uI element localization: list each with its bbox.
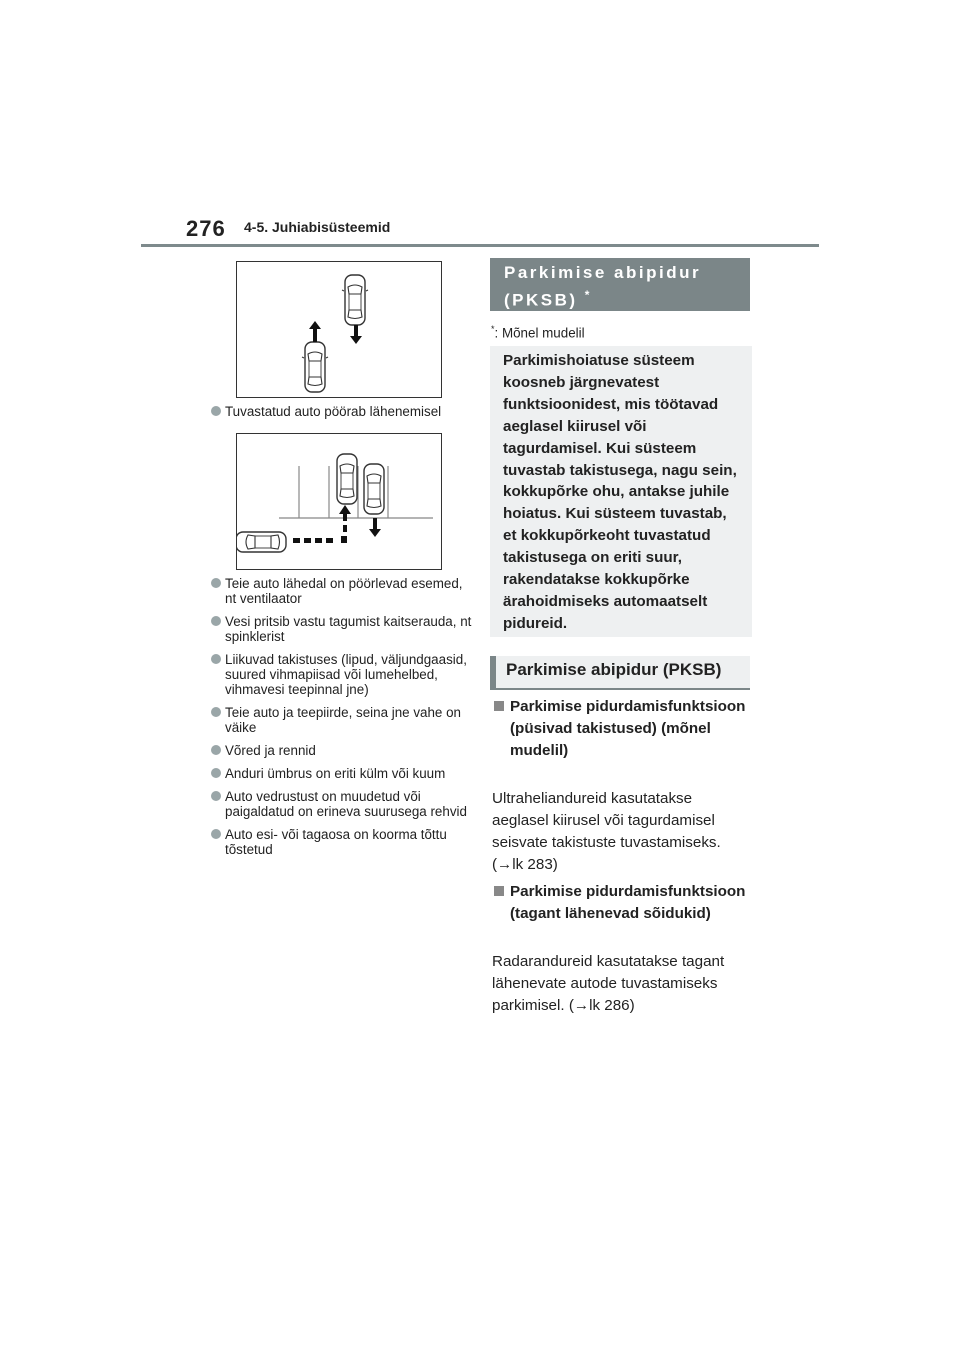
list-item: Teie auto lähedal on pöörlevad esemed, nt ventilaator <box>211 576 473 606</box>
item-body-text: Radarandureid kasutatakse tagant lähenevate autode tuvastamiseks parkimisel. <box>492 953 725 1014</box>
list-item: Vesi pritsib vastu tagumist kaitserauda, nt spinklerist <box>211 614 473 644</box>
list-item: Auto esi- või tagaosa on koorma tõttu tõstetud <box>211 827 473 857</box>
dashed-path-arrow-icon <box>293 505 351 543</box>
conditions-list <box>211 576 473 865</box>
footnote-mark: * <box>491 324 495 334</box>
footnote <box>491 324 585 340</box>
banner-title-line2: (PKSB) <box>504 290 578 310</box>
car-icon <box>237 532 286 552</box>
arrow-up-icon <box>309 321 321 342</box>
list-item: Anduri ümbrus on eriti külm või kuum <box>211 766 473 781</box>
item-heading <box>494 696 766 762</box>
list-item: Liikuvad takistuses (lipud, väljundgaasid, suured vihmapiisad või lumehelbed, vihmavesi teepinnal jne) <box>211 652 473 697</box>
car-icon <box>337 454 357 504</box>
car-icon <box>302 342 328 392</box>
car-icon <box>364 464 384 514</box>
item-body <box>492 788 750 876</box>
page-reference-link[interactable]: (→lk 286) <box>568 996 635 1014</box>
illustration-parking-lot <box>236 433 442 570</box>
list-item: Teie auto ja teepiirde, seina jne vahe on väike <box>211 705 473 735</box>
feature-banner <box>490 258 750 311</box>
item-heading-text: Parkimise pidurdamisfunktsioon (püsivad takistused) (mõnel mudelil) <box>510 698 746 759</box>
caption-list <box>211 404 473 427</box>
page-number: 276 <box>186 216 226 241</box>
arrow-down-icon <box>369 518 381 537</box>
banner-footnote-mark: * <box>584 288 592 302</box>
list-item: Võred ja rennid <box>211 743 473 758</box>
header-divider <box>141 244 819 247</box>
car-icon <box>342 275 368 325</box>
info-text: Parkimishoiatuse süsteem koosneb järgnevatest funktsioonidest, mis töötavad aeglasel kiirusel või tagurdamisel. Kui süsteem tuvastab takistusega, nagu sein, kokkupõrke ohu, antakse juhile hoiatus. Kui süsteem tuvastab, et kokkupõrkeoht tuvastatud takistusega on eriti suur, rakendatakse kokkupõrke ärahoidmiseks automaatselt pidureid. <box>503 352 737 632</box>
subsection-banner <box>490 656 750 690</box>
banner-title-line1: Parkimise abipidur <box>504 263 702 282</box>
subsection-title: Parkimise abipidur (PKSB) <box>506 660 722 679</box>
square-bullet-icon <box>494 701 504 711</box>
section-title: 4-5. Juhiabisüsteemid <box>244 219 391 235</box>
illustration-turning-vehicle <box>236 261 442 398</box>
page-reference-link[interactable]: (→lk 283) <box>492 855 558 873</box>
item-body <box>492 951 750 1017</box>
info-box <box>490 346 752 637</box>
footnote-text: : Mõnel mudelil <box>494 325 585 341</box>
arrow-down-icon <box>350 325 362 344</box>
item-body-text: Ultraheliandureid kasutatakse aeglasel kiirusel või tagurdamisel seisvate takistuste tuvastamiseks. <box>492 790 721 851</box>
item-heading-text: Parkimise pidurdamisfunktsioon (tagant lähenevad sõidukid) <box>510 883 746 922</box>
list-item: Auto vedrustust on muudetud või paigaldatud on erineva suurusega rehvid <box>211 789 473 819</box>
item-heading <box>494 881 766 925</box>
caption-turning-vehicle: Tuvastatud auto pöörab lähenemisel <box>211 404 473 419</box>
square-bullet-icon <box>494 886 504 896</box>
